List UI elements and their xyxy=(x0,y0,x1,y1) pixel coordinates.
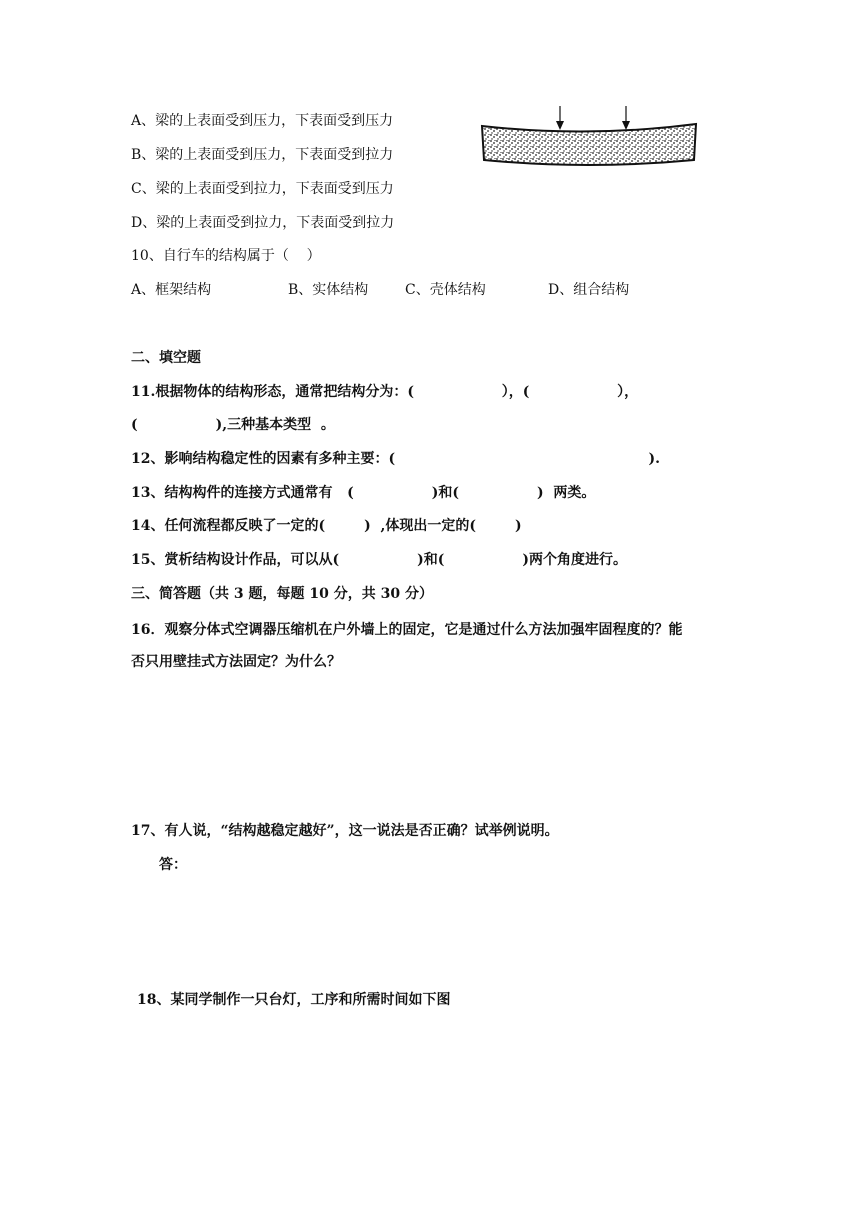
q11-line2: ( ),三种基本类型 。 xyxy=(131,417,335,433)
q9-option-d: D、梁的上表面受到拉力，下表面受到拉力 xyxy=(131,215,395,231)
q13: 13、结构构件的连接方式通常有 ( )和( ) 两类。 xyxy=(131,485,596,501)
q17: 17、有人说，“结构越稳定越好”，这一说法是否正确？试举例说明。 xyxy=(131,823,559,839)
q12: 12、影响结构稳定性的因素有多种主要：( ). xyxy=(131,451,661,467)
q18: 18、某同学制作一只台灯，工序和所需时间如下图 xyxy=(137,992,451,1008)
q9-option-c: C、梁的上表面受到拉力，下表面受到压力 xyxy=(131,181,394,197)
beam-diagram xyxy=(478,104,702,170)
load-arrow-left xyxy=(556,106,564,130)
q9-option-a: A、梁的上表面受到压力，下表面受到压力 xyxy=(131,113,394,129)
load-arrow-right xyxy=(622,106,630,130)
q9-option-b: B、梁的上表面受到压力，下表面受到拉力 xyxy=(131,147,394,163)
q17-answer-label: 答： xyxy=(159,857,187,873)
q10-option-a: A、框架结构 xyxy=(131,282,212,298)
q10-option-b: B、实体结构 xyxy=(288,282,369,298)
beam-body xyxy=(482,124,696,165)
q15: 15、赏析结构设计作品，可以从( )和( )两个角度进行。 xyxy=(131,552,627,568)
q16-line2: 否只用壁挂式方法固定？为什么？ xyxy=(131,654,341,670)
q10-option-d: D、组合结构 xyxy=(548,282,630,298)
q14: 14、任何流程都反映了一定的( ) ,体现出一定的( ) xyxy=(131,518,522,534)
section2-title: 二、填空题 xyxy=(131,350,201,366)
section3-title: 三、简答题（共 3 题，每题 10 分，共 30 分） xyxy=(131,586,433,602)
q10-stem: 10、自行车的结构属于（ ） xyxy=(131,248,321,264)
q11-line1: 11.根据物体的结构形态，通常把结构分为：( ），( ）， xyxy=(131,384,639,400)
q10-option-c: C、壳体结构 xyxy=(405,282,486,298)
q16-line1: 16．观察分体式空调器压缩机在户外墙上的固定，它是通过什么方法加强牢固程度的？能 xyxy=(131,622,683,638)
